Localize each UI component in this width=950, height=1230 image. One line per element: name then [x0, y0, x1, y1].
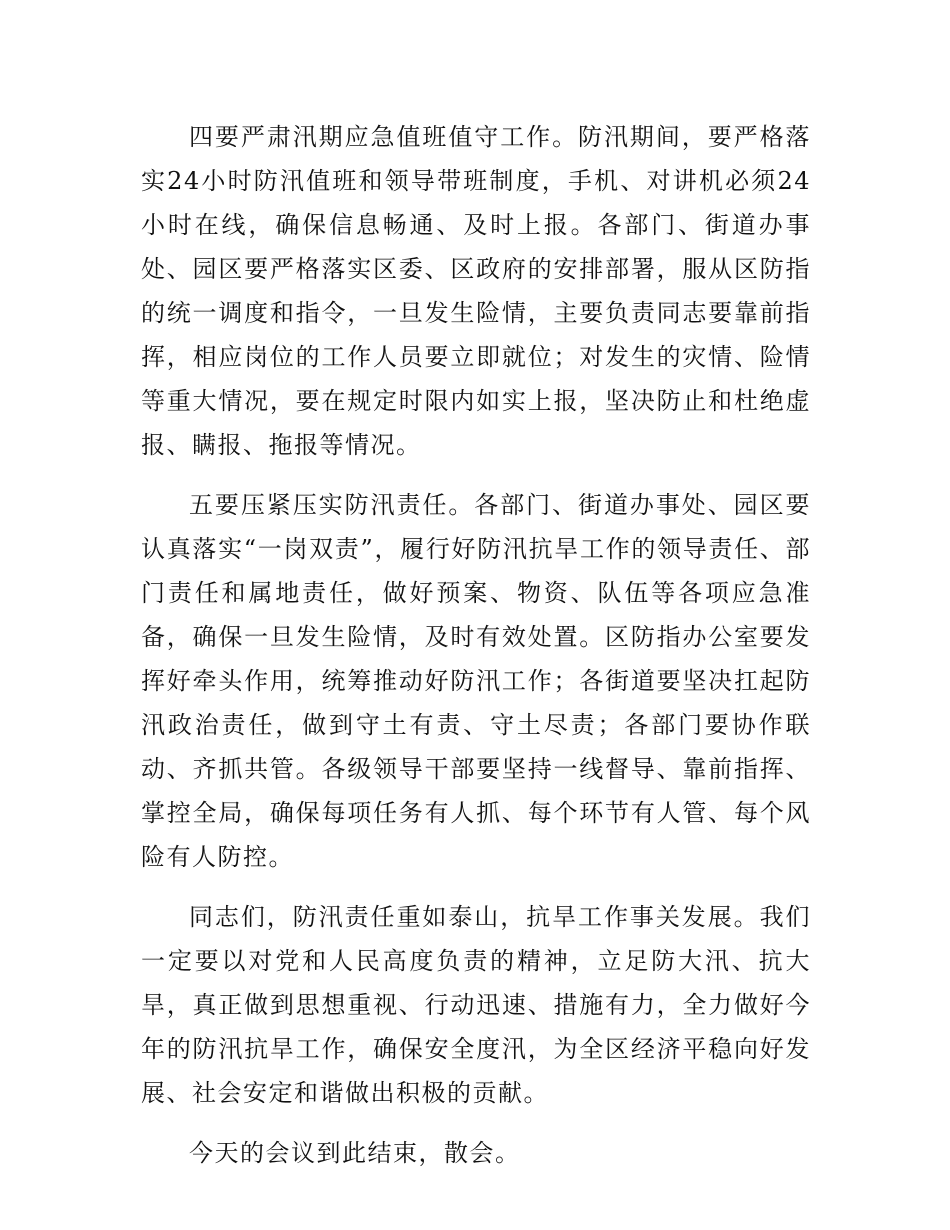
paragraph-duty-watch: 四要严肃汛期应急值班值守工作。防汛期间，要严格落实24小时防汛值班和领导带班制度，手机、对讲机必须24小时在线，确保信息畅通、及时上报。各部门、街道办事处、园区要严格落实区委、区政府的安排部署，服从区防指的统一调度和指令，一旦发生险情，主要负责同志要靠前指挥，相应岗位的工作人员要立即就位；对发生的灾情、险情等重大情况，要在规定时限内如实上报，坚决防止和杜绝虚报、瞒报、拖报等情况。: [141, 123, 811, 459]
paragraph-meeting-end: 今天的会议到此结束，散会。: [189, 1139, 521, 1167]
paragraph-responsibility: 五要压紧压实防汛责任。各部门、街道办事处、园区要认真落实“一岗双责”，履行好防汛抗旱工作的领导责任、部门责任和属地责任，做好预案、物资、队伍等各项应急准备，确保一旦发生险情，及时有效处置。区防指办公室要发挥好牵头作用，统筹推动好防汛工作；各街道要坚决扛起防汛政治责任，做到守土有责、守土尽责；各部门要协作联动、齐抓共管。各级领导干部要坚持一线督导、靠前指挥、掌控全局，确保每项任务有人抓、每个环节有人管、每个风险有人防控。: [141, 491, 811, 871]
paragraph-closing-remarks: 同志们，防汛责任重如泰山，抗旱工作事关发展。我们一定要以对党和人民高度负责的精神，立足防大汛、抗大旱，真正做到思想重视、行动迅速、措施有力，全力做好今年的防汛抗旱工作，确保安全度汛，为全区经济平稳向好发展、社会安定和谐做出积极的贡献。: [141, 903, 811, 1107]
document-body: [141, 115, 811, 1191]
